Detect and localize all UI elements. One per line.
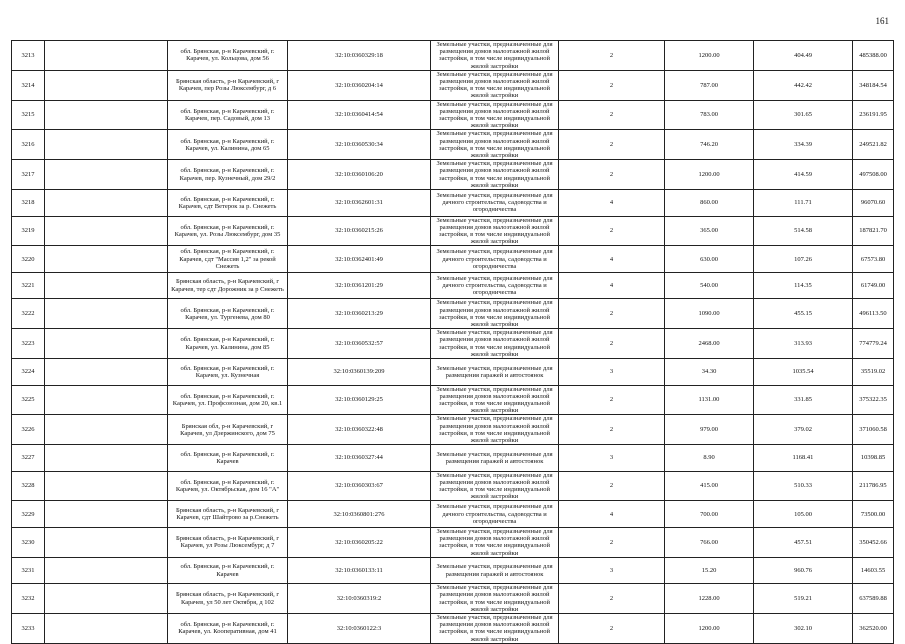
land-use-cell: Земельные участки, предназначенные для размещения домов малоэтажной жилой застройки, в том числе индивидуальной жилой застройки [431, 614, 559, 644]
row-number-cell: 3220 [12, 246, 45, 273]
address-cell: Брянская обл, р-н Карачевский, г Карачев, ул Дзержинского, дом 75 [168, 415, 288, 445]
row-number-cell: 3215 [12, 100, 45, 130]
address-cell: Брянская область, р-н Карачевский, г Карачев, сдт Шайтрово за р.Снежеть [168, 501, 288, 528]
cadastral-number-cell: 32:10:0360215:26 [288, 216, 431, 246]
spacer-cell [45, 557, 168, 584]
cadastral-value-cell: 348184.54 [853, 70, 894, 100]
group-cell: 4 [559, 501, 665, 528]
specific-value-cell: 960.76 [754, 557, 853, 584]
address-cell: обл. Брянская, р-н Карачевский, г. Карачев, ул. Октябрьская, дом 16 "А" [168, 471, 288, 501]
spacer-cell [45, 584, 168, 614]
land-use-cell: Земельные участки, предназначенные для размещения домов малоэтажной жилой застройки, в том числе индивидуальной жилой застройки [431, 471, 559, 501]
table-row [12, 501, 894, 528]
table-row [12, 471, 894, 501]
land-use-cell: Земельные участки, предназначенные для дачного строительства, садоводства и огородничества [431, 272, 559, 299]
group-cell: 2 [559, 584, 665, 614]
address-cell: обл. Брянская, р-н Карачевский, г. Карачев, ул. Калинина, дом 85 [168, 329, 288, 359]
land-use-cell: Земельные участки, предназначенные для размещения домов малоэтажной жилой застройки, в том числе индивидуальной жилой застройки [431, 100, 559, 130]
area-cell: 787.00 [665, 70, 754, 100]
cadastral-number-cell: 32:10:0362401:49 [288, 246, 431, 273]
cadastral-value-cell: 187821.70 [853, 216, 894, 246]
row-number-cell: 3231 [12, 557, 45, 584]
land-use-cell: Земельные участки, предназначенные для размещения гаражей и автостоянок [431, 359, 559, 386]
spacer-cell [45, 527, 168, 557]
group-cell: 2 [559, 160, 665, 190]
table-row [12, 299, 894, 329]
specific-value-cell: 442.42 [754, 70, 853, 100]
area-cell: 1200.00 [665, 160, 754, 190]
specific-value-cell: 519.21 [754, 584, 853, 614]
table-row [12, 100, 894, 130]
area-cell: 700.00 [665, 501, 754, 528]
specific-value-cell: 379.02 [754, 415, 853, 445]
cadastral-number-cell: 32:10:0360322:48 [288, 415, 431, 445]
address-cell: обл. Брянская, р-н Карачевский, г. Карачев, ул. Розы Люксембург, дом 35 [168, 216, 288, 246]
area-cell: 15.20 [665, 557, 754, 584]
cadastral-value-cell: 35519.02 [853, 359, 894, 386]
land-use-cell: Земельные участки, предназначенные для размещения домов малоэтажной жилой застройки, в том числе индивидуальной жилой застройки [431, 329, 559, 359]
row-number-cell: 3221 [12, 272, 45, 299]
specific-value-cell: 404.49 [754, 41, 853, 71]
table-row [12, 41, 894, 71]
table-row [12, 190, 894, 217]
table-row [12, 246, 894, 273]
table-row [12, 130, 894, 160]
group-cell: 2 [559, 415, 665, 445]
page-number: 161 [875, 16, 889, 26]
group-cell: 3 [559, 557, 665, 584]
row-number-cell: 3225 [12, 385, 45, 415]
cadastral-value-cell: 350452.66 [853, 527, 894, 557]
address-cell: Брянская область, р-н Карачевский, г Карачев, ул Розы Люксембург, д 7 [168, 527, 288, 557]
cadastral-value-cell: 236191.95 [853, 100, 894, 130]
table-row [12, 445, 894, 472]
specific-value-cell: 510.33 [754, 471, 853, 501]
row-number-cell: 3233 [12, 614, 45, 644]
land-use-cell: Земельные участки, предназначенные для дачного строительства, садоводства и огородничества [431, 246, 559, 273]
cadastral-number-cell: 32:10:0360414:54 [288, 100, 431, 130]
land-use-cell: Земельные участки, предназначенные для дачного строительства, садоводства и огородничества [431, 501, 559, 528]
specific-value-cell: 313.93 [754, 329, 853, 359]
area-cell: 1200.00 [665, 614, 754, 644]
address-cell: обл. Брянская, р-н Карачевский, г. Карачев, ул. Кольцова, дом 56 [168, 41, 288, 71]
cadastral-number-cell: 32:10:0360129:25 [288, 385, 431, 415]
specific-value-cell: 455.15 [754, 299, 853, 329]
address-cell: обл. Брянская, р-н Карачевский, г. Карачев, сдт Ветерок за р. Снежеть [168, 190, 288, 217]
area-cell: 860.00 [665, 190, 754, 217]
table-row [12, 557, 894, 584]
cadastral-value-cell: 14603.55 [853, 557, 894, 584]
cadastral-number-cell: 32:10:0360329:18 [288, 41, 431, 71]
address-cell: Брянская область, р-н Карачевский, г Карачев, тер сдт Дорожник за р Снежеть [168, 272, 288, 299]
spacer-cell [45, 70, 168, 100]
spacer-cell [45, 415, 168, 445]
spacer-cell [45, 359, 168, 386]
cadastral-number-cell: 32:10:0360532:57 [288, 329, 431, 359]
specific-value-cell: 331.85 [754, 385, 853, 415]
spacer-cell [45, 160, 168, 190]
cadastral-number-cell: 32:10:0360133:11 [288, 557, 431, 584]
table-row [12, 614, 894, 644]
area-cell: 783.00 [665, 100, 754, 130]
specific-value-cell: 1168.41 [754, 445, 853, 472]
land-use-cell: Земельные участки, предназначенные для размещения домов малоэтажной жилой застройки, в том числе индивидуальной жилой застройки [431, 70, 559, 100]
cadastral-value-cell: 10398.85 [853, 445, 894, 472]
cadastral-register-table [11, 40, 894, 644]
area-cell: 540.00 [665, 272, 754, 299]
specific-value-cell: 302.10 [754, 614, 853, 644]
spacer-cell [45, 100, 168, 130]
spacer-cell [45, 246, 168, 273]
table-row [12, 272, 894, 299]
land-use-cell: Земельные участки, предназначенные для размещения домов малоэтажной жилой застройки, в том числе индивидуальной жилой застройки [431, 160, 559, 190]
table-row [12, 359, 894, 386]
group-cell: 2 [559, 41, 665, 71]
table-row [12, 385, 894, 415]
cadastral-value-cell: 362520.00 [853, 614, 894, 644]
group-cell: 2 [559, 385, 665, 415]
cadastral-value-cell: 637589.88 [853, 584, 894, 614]
specific-value-cell: 114.35 [754, 272, 853, 299]
table-row [12, 70, 894, 100]
area-cell: 34.30 [665, 359, 754, 386]
row-number-cell: 3222 [12, 299, 45, 329]
group-cell: 4 [559, 246, 665, 273]
row-number-cell: 3223 [12, 329, 45, 359]
table-row [12, 415, 894, 445]
land-use-cell: Земельные участки, предназначенные для размещения домов малоэтажной жилой застройки, в том числе индивидуальной жилой застройки [431, 41, 559, 71]
cadastral-number-cell: 32:10:0360530:34 [288, 130, 431, 160]
cadastral-number-cell: 32:10:0360204:14 [288, 70, 431, 100]
address-cell: обл. Брянская, р-н Карачевский, г. Карачев, ул. Кузнечная [168, 359, 288, 386]
cadastral-value-cell: 211786.95 [853, 471, 894, 501]
cadastral-number-cell: 32:10:0360801:276 [288, 501, 431, 528]
area-cell: 365.00 [665, 216, 754, 246]
group-cell: 3 [559, 359, 665, 386]
cadastral-number-cell: 32:10:0360319:2 [288, 584, 431, 614]
area-cell: 1228.00 [665, 584, 754, 614]
land-use-cell: Земельные участки, предназначенные для размещения домов малоэтажной жилой застройки, в том числе индивидуальной жилой застройки [431, 299, 559, 329]
group-cell: 4 [559, 190, 665, 217]
specific-value-cell: 107.26 [754, 246, 853, 273]
row-number-cell: 3218 [12, 190, 45, 217]
table-row [12, 527, 894, 557]
area-cell: 746.20 [665, 130, 754, 160]
spacer-cell [45, 471, 168, 501]
address-cell: Брянская область, р-н Карачевский, г Карачев, пер Розы Люксембург, д 6 [168, 70, 288, 100]
cadastral-number-cell: 32:10:0360106:20 [288, 160, 431, 190]
land-use-cell: Земельные участки, предназначенные для размещения домов малоэтажной жилой застройки, в том числе индивидуальной жилой застройки [431, 584, 559, 614]
specific-value-cell: 514.58 [754, 216, 853, 246]
address-cell: обл. Брянская, р-н Карачевский, г. Карачев, ул. Профсоюзная, дом 20, кв.1 [168, 385, 288, 415]
row-number-cell: 3217 [12, 160, 45, 190]
cadastral-number-cell: 32:10:0362601:31 [288, 190, 431, 217]
cadastral-value-cell: 375322.35 [853, 385, 894, 415]
address-cell: обл. Брянская, р-н Карачевский, г. Карачев, пер. Садовый, дом 13 [168, 100, 288, 130]
row-number-cell: 3214 [12, 70, 45, 100]
cadastral-number-cell: 32:10:0360213:29 [288, 299, 431, 329]
area-cell: 1200.00 [665, 41, 754, 71]
table-row [12, 160, 894, 190]
specific-value-cell: 334.39 [754, 130, 853, 160]
group-cell: 2 [559, 471, 665, 501]
land-use-cell: Земельные участки, предназначенные для размещения домов малоэтажной жилой застройки, в том числе индивидуальной жилой застройки [431, 385, 559, 415]
spacer-cell [45, 299, 168, 329]
group-cell: 3 [559, 445, 665, 472]
table-row [12, 216, 894, 246]
group-cell: 2 [559, 614, 665, 644]
cadastral-value-cell: 73500.00 [853, 501, 894, 528]
area-cell: 8.90 [665, 445, 754, 472]
cadastral-number-cell: 32:10:0360205:22 [288, 527, 431, 557]
group-cell: 4 [559, 272, 665, 299]
spacer-cell [45, 501, 168, 528]
cadastral-value-cell: 249521.82 [853, 130, 894, 160]
area-cell: 2468.00 [665, 329, 754, 359]
table-row [12, 584, 894, 614]
spacer-cell [45, 190, 168, 217]
land-use-cell: Земельные участки, предназначенные для размещения домов малоэтажной жилой застройки, в том числе индивидуальной жилой застройки [431, 527, 559, 557]
specific-value-cell: 105.00 [754, 501, 853, 528]
area-cell: 415.00 [665, 471, 754, 501]
address-cell: обл. Брянская, р-н Карачевский, г. Карачев, сдт "Массив 1,2" за рекой Снежеть [168, 246, 288, 273]
area-cell: 979.00 [665, 415, 754, 445]
row-number-cell: 3224 [12, 359, 45, 386]
specific-value-cell: 1035.54 [754, 359, 853, 386]
cadastral-value-cell: 61749.00 [853, 272, 894, 299]
spacer-cell [45, 329, 168, 359]
address-cell: обл. Брянская, р-н Карачевский, г. Карачев, ул. Тургенева, дом 80 [168, 299, 288, 329]
cadastral-value-cell: 496113.50 [853, 299, 894, 329]
group-cell: 2 [559, 299, 665, 329]
land-use-cell: Земельные участки, предназначенные для размещения домов малоэтажной жилой застройки, в том числе индивидуальной жилой застройки [431, 415, 559, 445]
cadastral-value-cell: 67573.80 [853, 246, 894, 273]
land-use-cell: Земельные участки, предназначенные для размещения домов малоэтажной жилой застройки, в том числе индивидуальной жилой застройки [431, 130, 559, 160]
address-cell: обл. Брянская, р-н Карачевский, г. Карачев, пер. Кузнечный, дом 29/2 [168, 160, 288, 190]
spacer-cell [45, 216, 168, 246]
address-cell: обл. Брянская, р-н Карачевский, г. Карачев [168, 445, 288, 472]
spacer-cell [45, 272, 168, 299]
row-number-cell: 3227 [12, 445, 45, 472]
row-number-cell: 3230 [12, 527, 45, 557]
cadastral-value-cell: 774779.24 [853, 329, 894, 359]
spacer-cell [45, 41, 168, 71]
group-cell: 2 [559, 329, 665, 359]
area-cell: 1090.00 [665, 299, 754, 329]
cadastral-number-cell: 32:10:0360327:44 [288, 445, 431, 472]
area-cell: 766.00 [665, 527, 754, 557]
spacer-cell [45, 130, 168, 160]
table-row [12, 329, 894, 359]
row-number-cell: 3232 [12, 584, 45, 614]
spacer-cell [45, 385, 168, 415]
spacer-cell [45, 614, 168, 644]
cadastral-value-cell: 485388.00 [853, 41, 894, 71]
row-number-cell: 3216 [12, 130, 45, 160]
cadastral-number-cell: 32:10:0360303:67 [288, 471, 431, 501]
group-cell: 2 [559, 216, 665, 246]
land-use-cell: Земельные участки, предназначенные для дачного строительства, садоводства и огородничества [431, 190, 559, 217]
cadastral-value-cell: 96070.60 [853, 190, 894, 217]
row-number-cell: 3229 [12, 501, 45, 528]
address-cell: обл. Брянская, р-н Карачевский, г. Карачев, ул. Кооперативная, дом 41 [168, 614, 288, 644]
group-cell: 2 [559, 130, 665, 160]
row-number-cell: 3228 [12, 471, 45, 501]
specific-value-cell: 301.65 [754, 100, 853, 130]
group-cell: 2 [559, 527, 665, 557]
row-number-cell: 3226 [12, 415, 45, 445]
group-cell: 2 [559, 100, 665, 130]
land-use-cell: Земельные участки, предназначенные для размещения домов малоэтажной жилой застройки, в том числе индивидуальной жилой застройки [431, 216, 559, 246]
row-number-cell: 3219 [12, 216, 45, 246]
cadastral-value-cell: 497508.00 [853, 160, 894, 190]
land-use-cell: Земельные участки, предназначенные для размещения гаражей и автостоянок [431, 445, 559, 472]
specific-value-cell: 111.71 [754, 190, 853, 217]
specific-value-cell: 414.59 [754, 160, 853, 190]
address-cell: обл. Брянская, р-н Карачевский, г. Карачев [168, 557, 288, 584]
address-cell: Брянская область, р-н Карачевский, г Карачев, ул 50 лет Октября, д 102 [168, 584, 288, 614]
cadastral-value-cell: 371060.58 [853, 415, 894, 445]
area-cell: 630.00 [665, 246, 754, 273]
specific-value-cell: 457.51 [754, 527, 853, 557]
cadastral-number-cell: 32:10:0360139:209 [288, 359, 431, 386]
register-body [12, 41, 894, 644]
group-cell: 2 [559, 70, 665, 100]
address-cell: обл. Брянская, р-н Карачевский, г. Карачев, ул. Калинина, дом 65 [168, 130, 288, 160]
row-number-cell: 3213 [12, 41, 45, 71]
cadastral-number-cell: 32:10:0361201:29 [288, 272, 431, 299]
spacer-cell [45, 445, 168, 472]
cadastral-number-cell: 32:10:0360122:3 [288, 614, 431, 644]
area-cell: 1131.00 [665, 385, 754, 415]
land-use-cell: Земельные участки, предназначенные для размещения гаражей и автостоянок [431, 557, 559, 584]
